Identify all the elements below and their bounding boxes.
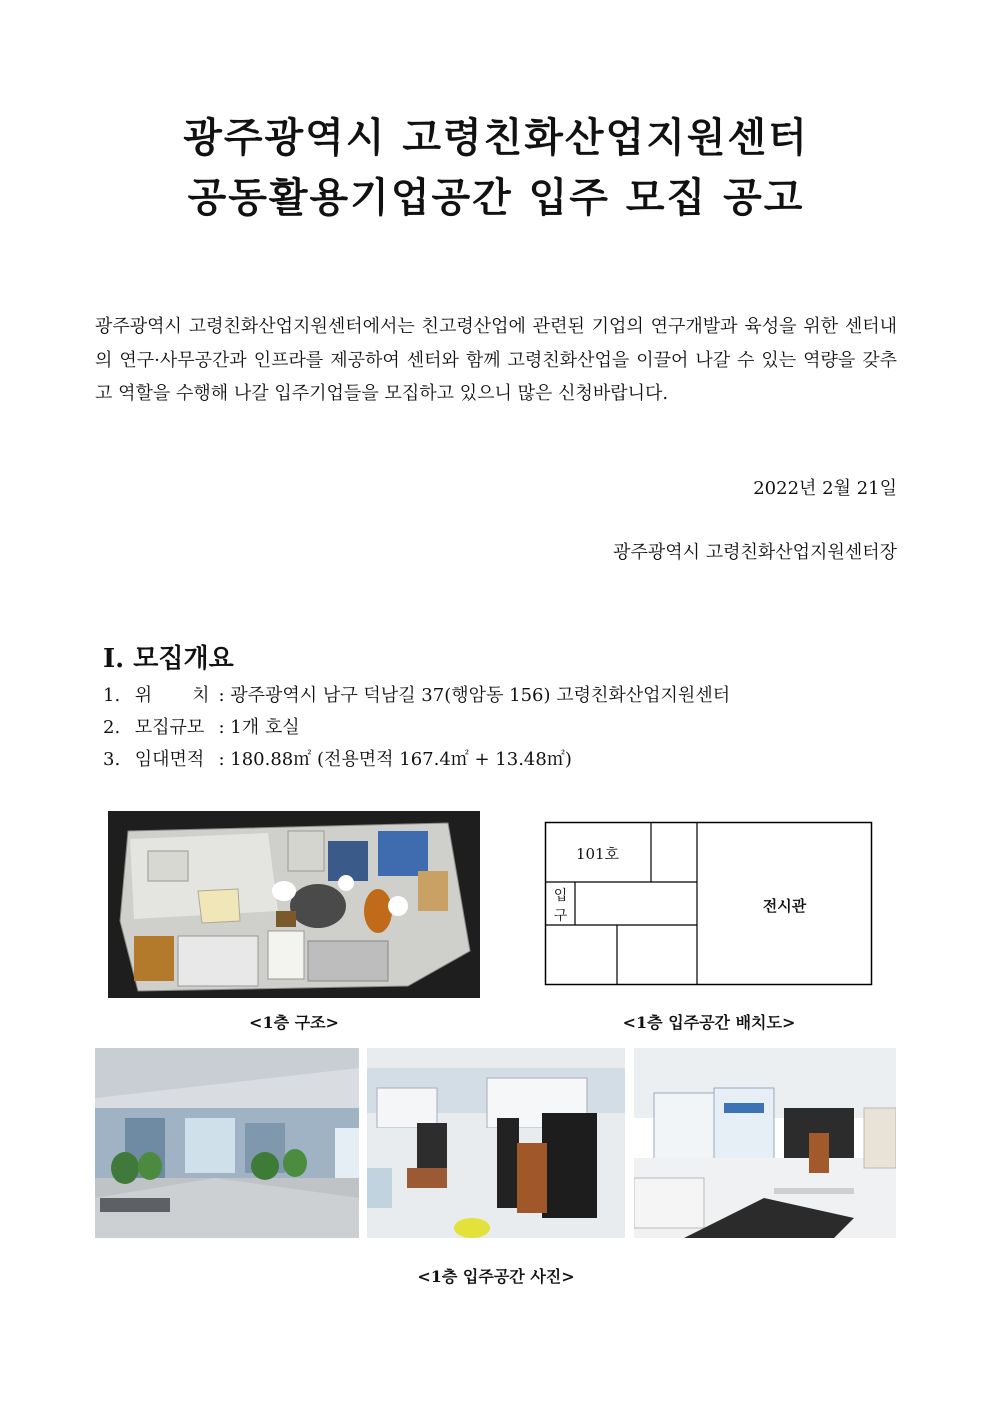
caption-layout: <1층 입주공간 배치도> xyxy=(622,1013,796,1032)
floor-structure-image xyxy=(108,811,480,998)
equipment-photo xyxy=(367,1048,625,1238)
caption-structure: <1층 구조> xyxy=(249,1013,339,1032)
exhibit-hall-label: 전시관 xyxy=(762,897,807,915)
item-label: 위 치 xyxy=(134,685,210,706)
overview-item-scale xyxy=(103,713,300,739)
item-number: 2. xyxy=(103,717,121,738)
item-value: : 1개 호실 xyxy=(218,717,300,738)
item-number: 3. xyxy=(103,749,121,770)
intro-paragraph: 광주광역시 고령친화산업지원센터에서는 친고령산업에 관련된 기업의 연구개발과 육성을 위한 센터내의 연구·사무공간과 인프라를 제공하여 센터와 함께 고령친화산업을 이끌어 나갈 수 있는 역량을 갖추고 역할을 수행해 나갈 입주기업들을 모집하고 있으니 많은 신청바랍니다. xyxy=(95,316,897,404)
issuer-name: 광주광역시 고령친화산업지원센터장 xyxy=(613,542,897,563)
item-value: : 광주광역시 남구 덕남길 37(행암동 156) 고령친화산업지원센터 xyxy=(218,685,731,706)
item-number: 1. xyxy=(103,685,121,706)
item-label: 모집규모 xyxy=(134,717,205,738)
announcement-date: 2022년 2월 21일 xyxy=(753,478,897,499)
entrance-label-2: 구 xyxy=(553,908,568,924)
overview-item-location xyxy=(103,681,730,707)
floor-layout-diagram xyxy=(544,821,874,987)
document-title-line2: 공동활용기업공간 입주 모집 공고 xyxy=(187,174,805,221)
exhibit-photo xyxy=(634,1048,896,1238)
room-101-label: 101호 xyxy=(575,845,620,863)
item-label: 임대면적 xyxy=(134,749,205,770)
entrance-label-1: 입 xyxy=(553,888,568,904)
section-heading: Ⅰ. 모집개요 xyxy=(103,644,234,674)
overview-item-area xyxy=(103,745,572,771)
lobby-photo xyxy=(95,1048,359,1238)
item-value: : 180.88㎡ (전용면적 167.4㎡ + 13.48㎡) xyxy=(218,749,572,770)
caption-photos: <1층 입주공간 사진> xyxy=(417,1267,575,1286)
document-title-line1: 광주광역시 고령친화산업지원센터 xyxy=(183,114,809,161)
